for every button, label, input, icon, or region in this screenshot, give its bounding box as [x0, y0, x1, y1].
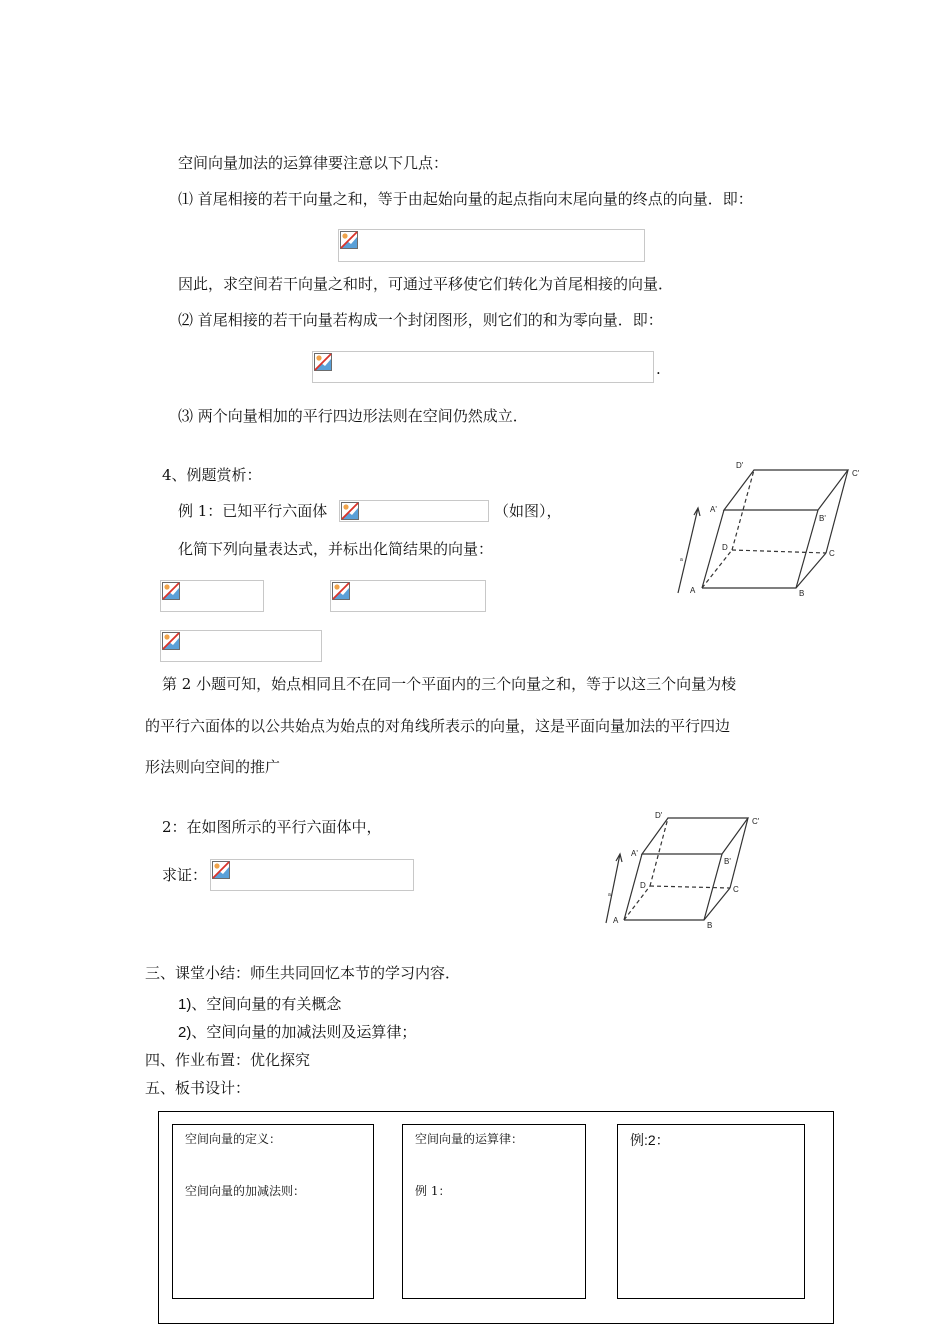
label-d1: D' — [655, 811, 663, 820]
label-b1: B' — [724, 857, 731, 866]
example-2-note-line-1: 第 2 小题可知，始点相同且不在同一个平面内的三个向量之和，等于以这三个向量为棱 — [162, 675, 737, 693]
parallelepiped-figure-2 — [598, 808, 768, 933]
board-col1-line1: 空间向量的定义： — [185, 1132, 282, 1146]
broken-image-icon — [314, 353, 332, 371]
label-arrow: a — [608, 892, 611, 898]
point-1: ⑴ 首尾相接的若干向量之和，等于由起始向量的起点指向末尾向量的终点的向量．即： — [178, 190, 753, 208]
formula-image-5 — [160, 630, 322, 662]
board-column-1 — [172, 1124, 374, 1299]
point-2: ⑵ 首尾相接的若干向量若构成一个封闭图形，则它们的和为零向量．即： — [178, 311, 663, 329]
formula-image-parallelepiped — [339, 500, 489, 522]
point-2-period: . — [656, 360, 661, 378]
board-col3-line1: 例:2： — [630, 1132, 670, 1148]
broken-image-icon — [340, 231, 358, 249]
summary-item-1: 1)、空间向量的有关概念 — [178, 996, 342, 1013]
board-col2-line1: 空间向量的运算律： — [415, 1132, 524, 1146]
example-1-suffix: （如图）， — [494, 502, 562, 520]
label-d: D — [722, 543, 728, 552]
label-c1: C' — [852, 469, 860, 478]
label-c1: C' — [752, 817, 760, 826]
section-4-heading: 4、例题赏析： — [162, 466, 262, 484]
label-b1: B' — [819, 514, 826, 523]
example-2-title: 2：在如图所示的平行六面体中， — [162, 818, 382, 836]
formula-image-4 — [330, 580, 486, 612]
example-1-prefix: 例 1：已知平行六面体 — [178, 502, 328, 520]
formula-image-2 — [312, 351, 654, 383]
board-col2-line2: 例 1： — [415, 1184, 451, 1198]
label-a1: A' — [631, 849, 638, 858]
label-a: A — [690, 586, 696, 595]
intro-text: 空间向量加法的运算律要注意以下几点： — [178, 154, 449, 172]
summary-item-2: 2)、空间向量的加减法则及运算律； — [178, 1024, 417, 1041]
example-2-note-line-2: 的平行六面体的以公共始点为始点的对角线所表示的向量，这是平面向量加法的平行四边 — [145, 717, 731, 735]
example-2-note-line-3: 形法则向空间的推广 — [145, 758, 281, 776]
homework: 四、作业布置：优化探究 — [145, 1051, 311, 1069]
label-c: C — [733, 885, 739, 894]
parallelepiped-figure-1 — [670, 458, 870, 603]
example-1-task: 化简下列向量表达式，并标出化简结果的向量： — [178, 540, 494, 558]
label-arrow: a — [680, 557, 683, 563]
label-d: D — [640, 881, 646, 890]
label-d1: D' — [736, 461, 744, 470]
label-c: C — [829, 549, 835, 558]
label-a1: A' — [710, 505, 717, 514]
example-2-prove: 求证： — [162, 866, 208, 884]
broken-image-icon — [162, 582, 180, 600]
label-a: A — [613, 916, 619, 925]
broken-image-icon — [162, 632, 180, 650]
label-b: B — [799, 589, 805, 598]
point-1-note: 因此，求空间若干向量之和时，可通过平移使它们转化为首尾相接的向量． — [178, 275, 674, 293]
board-design-heading: 五、板书设计： — [145, 1079, 251, 1097]
formula-image-6 — [210, 859, 414, 891]
summary-heading: 三、课堂小结：师生共同回忆本节的学习内容． — [145, 964, 461, 982]
board-col1-line2: 空间向量的加减法则： — [185, 1184, 306, 1198]
label-b: B — [707, 921, 713, 930]
broken-image-icon — [332, 582, 350, 600]
broken-image-icon — [212, 861, 230, 879]
broken-image-icon — [341, 502, 359, 520]
formula-image-1 — [338, 229, 645, 262]
board-column-3 — [617, 1124, 805, 1299]
point-3: ⑶ 两个向量相加的平行四边形法则在空间仍然成立． — [178, 407, 528, 425]
formula-image-3 — [160, 580, 264, 612]
board-column-2 — [402, 1124, 586, 1299]
